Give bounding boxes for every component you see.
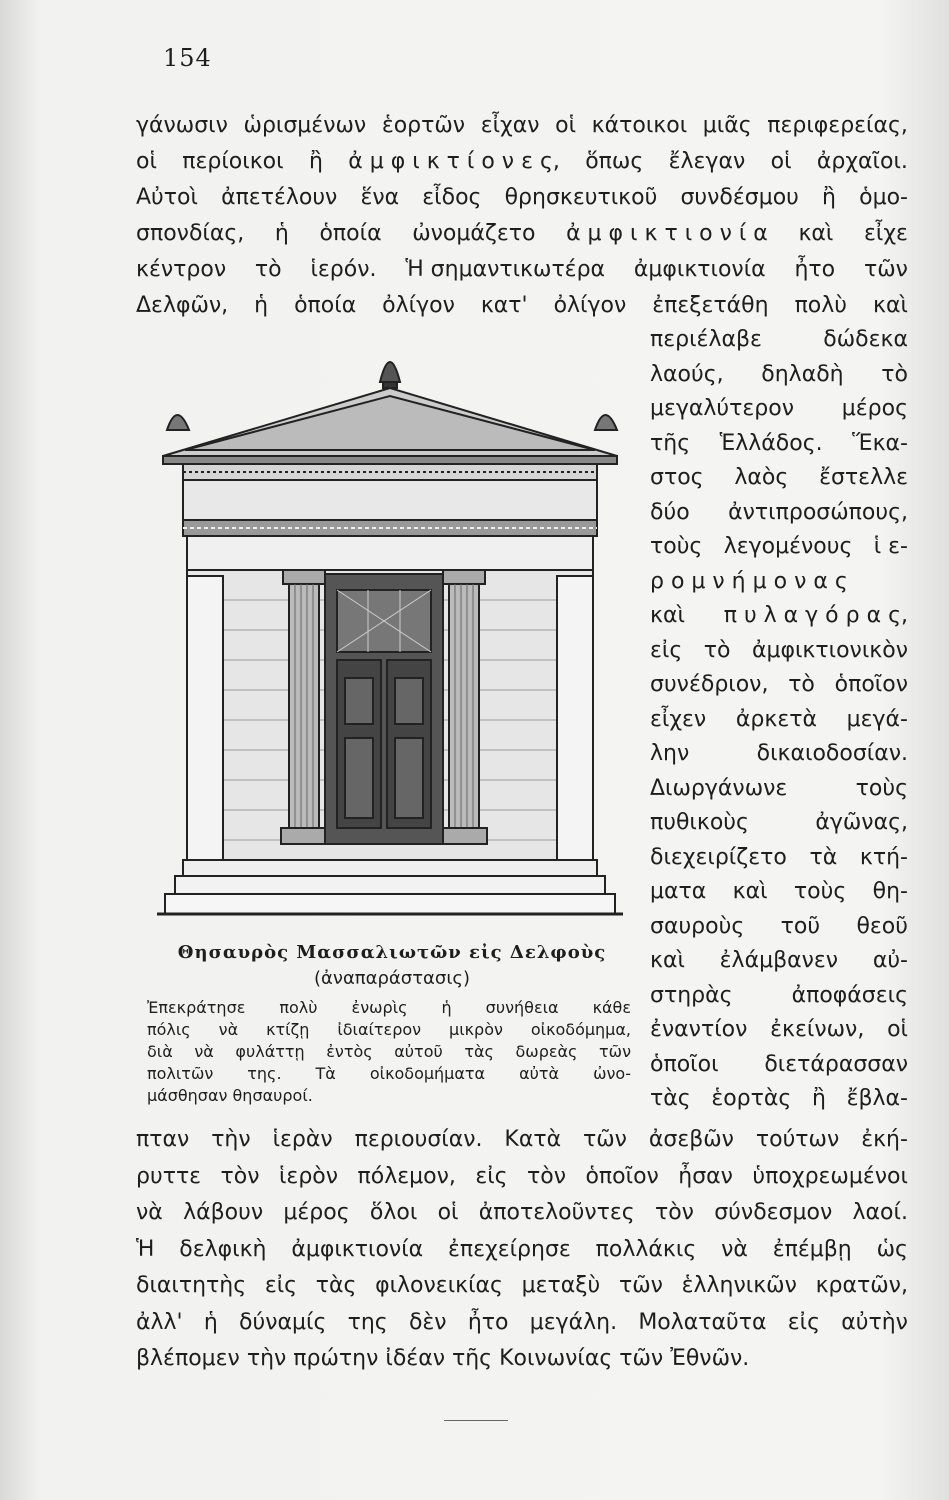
side-text-line	[650, 637, 908, 665]
word: διεχειρίζετο	[650, 844, 787, 870]
word: Ἡ σημαντικωτέρα	[405, 257, 606, 282]
word: ἐντὸς	[326, 1042, 373, 1061]
side-text-line	[650, 568, 908, 596]
word: ἀμφικτιονία	[291, 1236, 424, 1262]
caption-line	[147, 998, 631, 1018]
word: τὸν	[654, 1200, 694, 1225]
word: κέντρον	[136, 257, 227, 282]
word: Μολαταῦτα	[638, 1309, 767, 1335]
word: ἑλληνικῶν	[681, 1273, 797, 1298]
word: λαοί.	[852, 1200, 908, 1225]
word: ἡ	[441, 998, 452, 1017]
word: τῆς	[650, 430, 691, 456]
word: τῶν	[618, 1273, 663, 1298]
word: πόλεμον,	[357, 1163, 456, 1189]
word: λαὸς	[734, 465, 789, 490]
word: μεγά-	[846, 706, 908, 732]
word: τὸ	[254, 257, 282, 282]
word: Τὰ	[315, 1064, 336, 1083]
word: αὐτοῦ	[394, 1042, 443, 1061]
side-text-line	[650, 1085, 908, 1113]
word: μεγάλη.	[529, 1309, 618, 1335]
word: πολιτῶν	[147, 1064, 214, 1083]
word: οἱ	[887, 1017, 908, 1042]
side-text-line	[650, 775, 908, 803]
word: ἀπετέλουν	[221, 185, 338, 210]
word: οἱ	[770, 149, 792, 174]
word: ἢ	[822, 185, 836, 210]
word: ἱ ε-	[873, 534, 908, 559]
word: ἀμφικτιονία	[633, 257, 766, 282]
word: ὁποία	[319, 221, 382, 246]
word: κάθε	[592, 998, 631, 1017]
side-text-line	[650, 706, 908, 734]
word: δικαιοδοσίαν.	[756, 741, 908, 766]
word: ἀποτελοῦντες	[478, 1200, 635, 1225]
word: ἀρκετὰ	[735, 706, 817, 732]
word: αὐτὰ	[519, 1064, 560, 1083]
word: εἶχαν	[480, 113, 540, 138]
word: ἀποφάσεις	[791, 982, 908, 1008]
side-text-line	[650, 740, 908, 768]
word: ἢ	[811, 1086, 826, 1111]
word: εἰς	[264, 1273, 298, 1298]
side-text-line	[650, 430, 908, 458]
figure-caption-title: Θησαυρὸς Μασσαλιωτῶν εἰς Δελφοὺς	[177, 942, 607, 963]
word: τοὺς	[793, 879, 847, 904]
word: Αὐτοὶ	[136, 185, 198, 210]
page-number: 154	[163, 44, 212, 72]
word: εἶχεν	[650, 706, 707, 732]
word: ἐκή-	[861, 1127, 908, 1152]
word: ἀ μ φ ι κ τ ί ο ν ε ς,	[348, 149, 560, 174]
side-text-line	[650, 844, 908, 872]
word: δηλαδὴ	[761, 361, 844, 387]
treasury-illustration	[145, 338, 635, 918]
word: θη-	[872, 879, 908, 904]
word: δὲν	[408, 1309, 447, 1335]
word: κατ'	[480, 293, 528, 318]
word: ρ ο μ ν ή μ ο ν α ς	[650, 568, 848, 594]
word: αὐ-	[872, 948, 908, 973]
word: Ἕκα-	[852, 430, 908, 456]
word: ἐναντίον	[650, 1017, 748, 1042]
word: τοὺς	[650, 534, 703, 559]
text-line	[136, 1309, 908, 1337]
word: ρυττε	[136, 1163, 202, 1189]
text-line	[136, 184, 908, 212]
side-text-line	[650, 533, 908, 561]
word: περίοικοι	[182, 149, 284, 174]
word: Ἑλλάδος.	[719, 430, 823, 456]
word: σαυροὺς	[650, 913, 745, 939]
word: Ἡ	[136, 1236, 155, 1262]
word: κτή-	[859, 844, 908, 870]
word: της	[347, 1309, 388, 1335]
word: ἀμφικτιονικὸν	[751, 637, 908, 663]
side-text-line	[650, 947, 908, 975]
word: ἱερὰν	[272, 1127, 333, 1152]
text-line	[136, 256, 908, 284]
word: κρατῶν,	[815, 1273, 908, 1298]
side-text-line	[650, 361, 908, 389]
word: Δελφῶν,	[136, 293, 229, 318]
caption-line	[147, 1020, 631, 1040]
word: σπονδίας,	[136, 221, 245, 246]
word: οἰκοδόμημα,	[530, 1020, 631, 1039]
word: διὰ	[147, 1042, 173, 1061]
word: πολὺ	[279, 998, 318, 1017]
side-text-line	[650, 671, 908, 699]
word: ἀσεβῶν	[648, 1127, 734, 1152]
word: περιέλαβε	[650, 327, 762, 352]
side-text-line	[650, 913, 908, 941]
word: ἐπεξετάθη	[652, 293, 769, 318]
word: δώδεκα	[823, 327, 908, 352]
word: μεταξὺ	[521, 1273, 601, 1298]
word: ὀλίγον	[382, 293, 455, 318]
word: ὑποχρεωμένοι	[752, 1163, 908, 1189]
word: περιουσίαν.	[354, 1127, 483, 1152]
caption-line	[147, 1086, 631, 1106]
word: οἱ	[555, 113, 577, 138]
side-text-line	[650, 602, 908, 630]
word: ἀρχαῖοι.	[816, 149, 908, 174]
caption-line	[147, 1042, 631, 1062]
word: μάσθησαν θησαυροί.	[147, 1086, 313, 1105]
word: τὸν	[527, 1163, 567, 1189]
word: λην	[650, 741, 690, 766]
word: διαιτητὴς	[136, 1273, 247, 1298]
word: μιᾶς	[702, 113, 752, 138]
word: μεγαλύτερον	[650, 396, 795, 421]
word: ἀγῶνας,	[815, 810, 908, 835]
word: τὸ	[788, 672, 815, 697]
word: ἐπεχείρησε	[447, 1236, 571, 1262]
word: ἐνωρὶς	[351, 998, 408, 1017]
word: ἡ	[254, 293, 269, 318]
word: δύναμίς	[239, 1309, 327, 1335]
word: ἐκείνων,	[770, 1017, 865, 1042]
word: τοὺς	[855, 775, 908, 801]
word: ὀλίγον	[553, 293, 627, 318]
word: συνήθεια	[485, 998, 559, 1017]
word: κάτοικοι	[591, 113, 688, 138]
side-text-line	[650, 499, 908, 527]
word: εἶδος	[422, 185, 482, 210]
word: ὁποῖον	[834, 672, 908, 697]
word: εἶχε	[863, 221, 908, 246]
word: ὁποῖοι	[650, 1051, 719, 1077]
side-text-line	[650, 1051, 908, 1079]
end-rule	[444, 1420, 508, 1421]
word: ἱερόν.	[310, 257, 377, 282]
word: ἦσαν	[678, 1163, 733, 1189]
word: τὰς	[650, 1086, 691, 1111]
word: ἱερὸν	[278, 1163, 339, 1189]
text-line	[136, 1345, 908, 1373]
word: της.	[247, 1064, 282, 1083]
word: μικρὸν	[449, 1020, 503, 1039]
word: ἦτο	[794, 257, 836, 282]
figure-caption-subtitle: (ἀναπαράστασις)	[314, 968, 470, 989]
word: τῶν	[863, 257, 908, 282]
word: βλέπομεν τὴν πρώτην ἰδέαν τῆς Κοινωνίας τῶν Ἐθνῶν.	[136, 1346, 750, 1371]
word: ματα	[650, 879, 707, 904]
word: ὅλοι	[369, 1200, 418, 1225]
word: τούτων	[755, 1127, 840, 1152]
text-line	[136, 1199, 908, 1227]
word: εἰς	[475, 1163, 508, 1189]
word: τοῦ	[780, 913, 821, 939]
side-text-line	[650, 982, 908, 1010]
word: ἀντιπροσώπους,	[728, 499, 908, 525]
side-text-line	[650, 326, 908, 354]
word: Κατὰ	[504, 1127, 562, 1152]
word: εἰς	[650, 637, 683, 663]
word: ὅπως	[585, 149, 644, 174]
word: τὸ	[881, 361, 908, 387]
word: φιλονεικίας	[375, 1273, 503, 1298]
word: γάνωσιν	[136, 113, 228, 138]
caption-line	[147, 1064, 631, 1084]
word: νὰ	[721, 1236, 748, 1262]
word: περιφερείας,	[767, 113, 908, 138]
word: λαούς,	[650, 361, 724, 387]
word: τὴν	[211, 1127, 251, 1152]
word: δελφικὴ	[179, 1236, 267, 1262]
word: ἑορτῶν	[381, 113, 466, 138]
side-text-line	[650, 878, 908, 906]
word: Διωργάνωνε	[650, 775, 788, 801]
word: τὸν	[220, 1163, 260, 1189]
word: νὰ	[136, 1200, 163, 1225]
word: ἢ	[308, 149, 323, 174]
word: καὶ	[798, 221, 834, 246]
word: νὰ	[194, 1042, 214, 1061]
side-text-line	[650, 1016, 908, 1044]
word: καὶ	[650, 603, 685, 628]
word: τὰ	[809, 844, 838, 870]
word: πολλάκις	[595, 1236, 697, 1262]
word: καὶ	[650, 948, 685, 973]
word: καὶ	[732, 879, 768, 904]
word: αὐτὴν	[841, 1309, 908, 1335]
text-line	[136, 1272, 908, 1300]
word: ἕνα	[360, 185, 400, 210]
word: πόλις	[147, 1020, 191, 1039]
word: στος	[650, 465, 704, 490]
word: ἀ μ φ ι κ τ ι ο ν ί α	[566, 221, 768, 246]
word: οἱ	[136, 149, 157, 174]
word: τῶν	[599, 1042, 631, 1061]
word: ἰδιαίτερον	[337, 1020, 422, 1039]
word: ἔστελλε	[819, 465, 908, 490]
word: δύο	[650, 499, 690, 525]
word: τῶν	[583, 1127, 627, 1152]
side-text-line	[650, 809, 908, 837]
word: συνέδριον,	[650, 672, 769, 697]
word: διετάρασσαν	[764, 1051, 908, 1077]
word: ἦτο	[467, 1309, 509, 1335]
word: νὰ	[218, 1020, 239, 1039]
word: στηρὰς	[650, 982, 733, 1008]
word: θρησκευτικοῦ	[504, 185, 658, 210]
word: πυθικοὺς	[650, 810, 749, 835]
word: ἀλλ'	[136, 1309, 183, 1335]
word: πολὺ	[794, 293, 848, 318]
word: ἐλάμβανεν	[719, 948, 839, 973]
word: Ἐπεκράτησε	[147, 998, 246, 1017]
word: ὁποῖον	[585, 1163, 659, 1189]
word: ὁποία	[294, 293, 357, 318]
word: ἔβλα-	[846, 1086, 908, 1111]
text-line	[136, 1163, 908, 1191]
word: πταν	[136, 1127, 190, 1152]
text-line	[136, 220, 908, 248]
word: θεοῦ	[856, 913, 908, 939]
word: ἔλεγαν	[668, 149, 746, 174]
text-line	[136, 1126, 908, 1154]
word: λεγομένους	[723, 534, 853, 559]
word: ὡς	[876, 1236, 908, 1262]
word: μέρος	[841, 396, 908, 421]
word: ἡ	[203, 1309, 218, 1335]
word: σύνδεσμον	[714, 1200, 833, 1225]
word: ὠνο-	[593, 1064, 631, 1083]
word: ἡ	[274, 221, 289, 246]
text-line	[136, 292, 908, 320]
text-line	[136, 112, 908, 140]
word: ὠνομάζετο	[412, 221, 536, 246]
word: ὡρισμένων	[243, 113, 367, 138]
text-line	[136, 1236, 908, 1264]
word: π υ λ α γ ό ρ α ς,	[723, 603, 908, 628]
word: οἰκοδομήματα	[369, 1064, 486, 1083]
word: εἰς	[787, 1309, 820, 1335]
word: οἱ	[437, 1200, 459, 1225]
side-text-line	[650, 464, 908, 492]
word: κτίζῃ	[266, 1020, 310, 1039]
word: λάβουν	[183, 1200, 264, 1225]
side-text-line	[650, 395, 908, 423]
word: φυλάττῃ	[235, 1042, 305, 1061]
word: τὸ	[703, 637, 731, 663]
word: συνδέσμου	[680, 185, 799, 210]
word: μέρος	[283, 1200, 350, 1225]
word: καὶ	[873, 293, 908, 318]
word: τὰς	[464, 1042, 494, 1061]
word: ὁμο-	[859, 185, 908, 210]
word: ἐπέμβῃ	[772, 1236, 852, 1262]
text-line	[136, 148, 908, 176]
word: τὰς	[315, 1273, 357, 1298]
word: δωρεὰς	[515, 1042, 578, 1061]
word: ἑορτὰς	[711, 1086, 792, 1111]
